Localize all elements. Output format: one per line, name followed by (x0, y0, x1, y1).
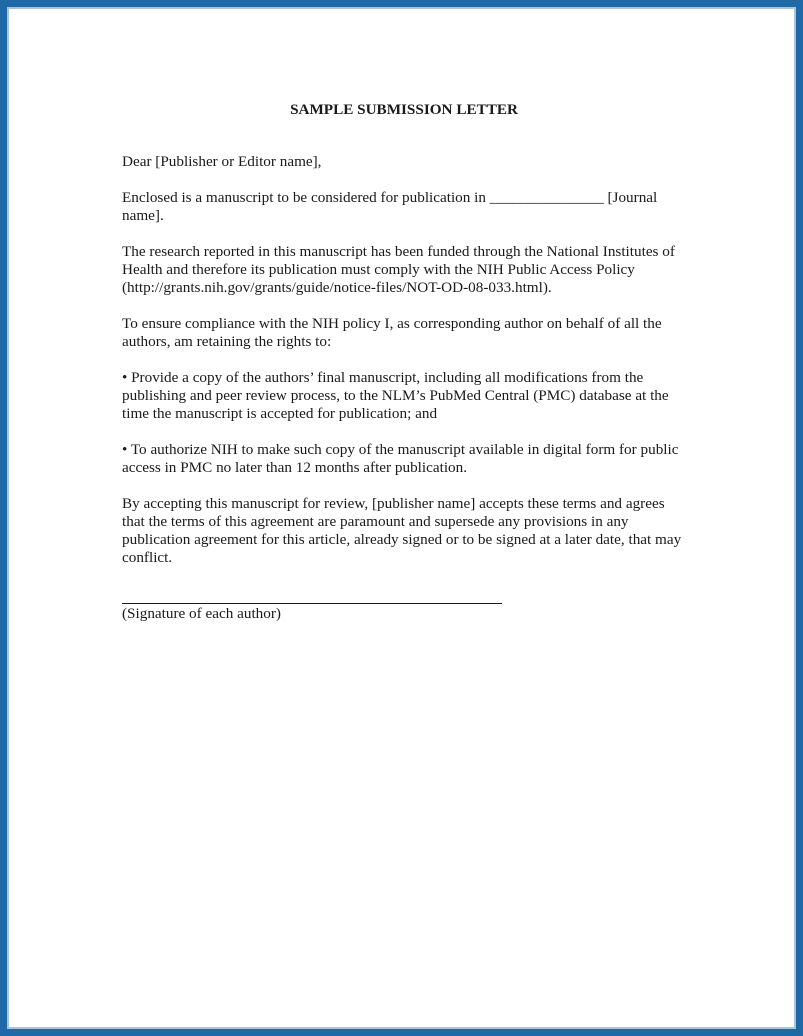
letter-title: SAMPLE SUBMISSION LETTER (290, 101, 518, 118)
paragraph-compliance: To ensure compliance with the NIH policy I, as corresponding author on behalf of all the authors, am retaining the rights to: (122, 315, 662, 350)
paragraph-acceptance: By accepting this manuscript for review, [publisher name] accepts these terms and agrees that the terms of this agreement are paramount and supersede any provisions in any publication agreement for this article, already signed or to be signed at a later date, that may conflict. (122, 495, 682, 566)
signature-line (122, 603, 502, 604)
letter-page (122, 95, 690, 623)
letter-greeting: Dear [Publisher or Editor name], (122, 153, 322, 170)
bullet-authorize-nih: • To authorize NIH to make such copy of the manuscript available in digital form for public access in PMC no later than 12 months after publication. (122, 441, 679, 476)
paragraph-funding: The research reported in this manuscript has been funded through the National Institutes of Health and therefore its publication must comply with the NIH Public Access Policy (http://grants.nih.gov/grants/guide/notice-files/NOT-OD-08-033.html). (122, 243, 675, 296)
signature-label: (Signature of each author) (122, 605, 281, 622)
paragraph-enclosed: Enclosed is a manuscript to be considered for publication in _______________ [Journal name]. (122, 189, 658, 224)
bullet-provide-copy: • Provide a copy of the authors’ final manuscript, including all modifications from the publishing and peer review process, to the NLM’s PubMed Central (PMC) database at the time the manuscript is accepted for publication; and (122, 369, 669, 422)
